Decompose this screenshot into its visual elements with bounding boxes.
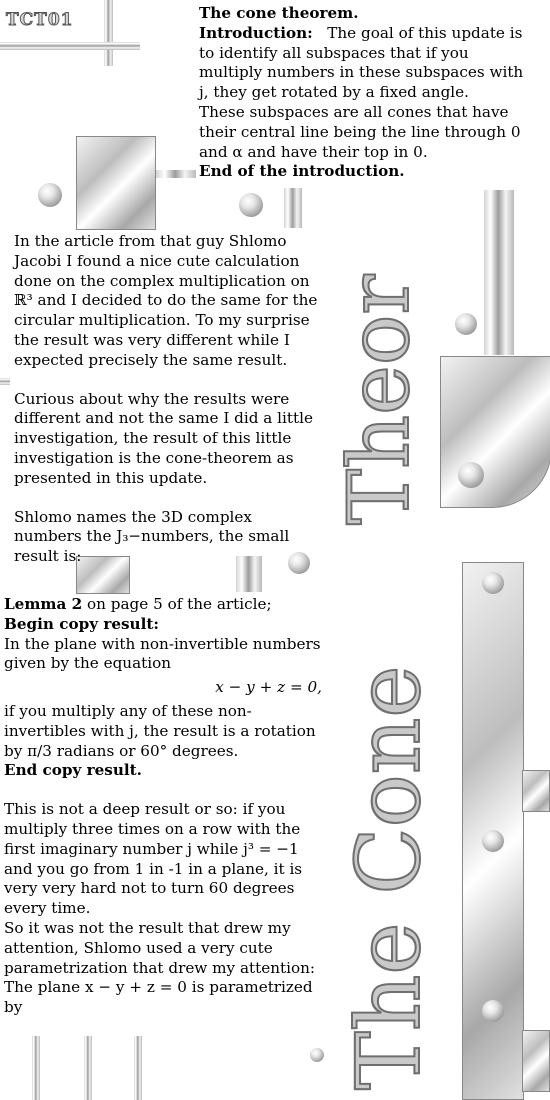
lemma-location: on page 5 of the article;: [82, 595, 272, 613]
vertical-title-1: Theor: [330, 274, 428, 525]
decor-bar: [32, 1036, 40, 1100]
decor-ball: [239, 193, 263, 217]
logo-label: TCT01: [6, 10, 74, 30]
intro-end: End of the introduction.: [199, 162, 405, 181]
intro-label: Introduction:: [199, 23, 313, 42]
begin-copy-label: Begin copy result:: [4, 614, 159, 633]
logo-crosshair: [0, 0, 145, 66]
equation: x − y + z = 0,: [215, 678, 322, 697]
decor-bar: [134, 1036, 142, 1100]
decor-bar: [84, 1036, 92, 1100]
intro-title: The cone theorem.: [199, 4, 359, 22]
decor-block-e: [76, 136, 156, 230]
decor-ball: [38, 183, 62, 207]
decor-bar: [156, 170, 196, 178]
block1-section: [14, 232, 324, 567]
decor-square: [522, 1030, 550, 1092]
lemma-section: [4, 595, 324, 1018]
lemma-paragraph-4: So it was not the result that drew my attention, Shlomo used a very cute parametrization that drew my attention:: [4, 918, 315, 977]
lemma-paragraph-1: In the plane with non-invertible numbers given by the equation: [4, 634, 321, 673]
block1-paragraph-2: Curious about why the results were different and not the same I did a little investigation, the result of this little investigation is the cone-theorem as presented in this update.: [14, 389, 313, 487]
end-copy-label: End copy result.: [4, 761, 142, 780]
lemma-paragraph-3: This is not a deep result or so: if you multiply three times on a row with the first imaginary number j while j³ = −1 and you go from 1 in -1 in a plane, it is very very hard not to turn 60 degrees every time.: [4, 800, 303, 918]
decor-ball: [482, 572, 504, 594]
decor-plate: [440, 356, 550, 508]
decor-bar: [0, 378, 10, 385]
decor-ball: [482, 830, 504, 852]
vertical-title-2: The Cone: [337, 665, 440, 1090]
intro-paragraph-2: These subspaces are all cones that have their central line being the line through 0 and α and have their top in 0.: [199, 102, 521, 161]
decor-ball: [455, 313, 477, 335]
decor-ball: [458, 462, 484, 488]
lemma-label: Lemma 2: [4, 595, 83, 613]
lemma-paragraph-2: if you multiply any of these non-invertibles with j, the result is a rotation by π/3 radians or 60° degrees.: [4, 701, 316, 760]
decor-bar: [484, 190, 514, 355]
decor-ball: [482, 1000, 504, 1022]
lemma-paragraph-5: The plane x − y + z = 0 is parametrized by: [4, 978, 313, 1017]
decor-bar: [284, 188, 302, 228]
intro-paragraph-1: The goal of this update is to identify all subspaces that if you multiply numbers in these subspaces with j, they get rotated by a fixed angle.: [199, 23, 524, 102]
decor-square: [522, 770, 550, 812]
block1-paragraph-1: In the article from that guy Shlomo Jacobi I found a nice cute calculation done on the complex multiplication on ℝ³ and I decided to do the same for the circular multiplication. To my surprise the result was very different while I expected precisely the same result.: [14, 232, 318, 369]
block1-paragraph-3: Shlomo names the 3D complex numbers the J₃−numbers, the small result is:: [14, 507, 290, 566]
decor-ball: [310, 1048, 324, 1062]
intro-section: [199, 4, 529, 182]
